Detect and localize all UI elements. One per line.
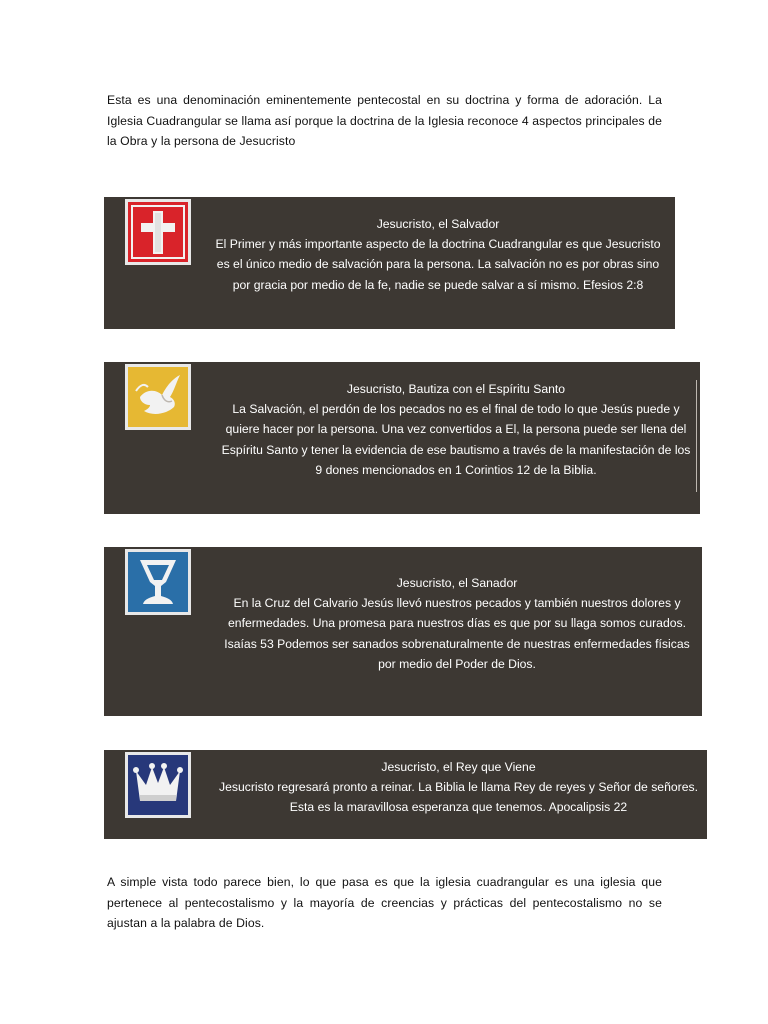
panel-line: La Salvación, el perdón de los pecados no es el final de todo lo que Jesús puede y — [232, 402, 680, 417]
panel-line: Espíritu Santo y tener la evidencia de ese bautismo a través de la manifestación de los — [221, 442, 691, 457]
panel-coming-king — [104, 750, 707, 839]
panel-line: Isaías 53 Podemos ser sanados sobrenaturalmente de nuestras enfermedades físicas — [224, 636, 690, 651]
panel-line: Esta es la maravillosa esperanza que tenemos. Apocalipsis 22 — [289, 800, 628, 815]
panel-title: Jesucristo, el Rey que Viene — [381, 760, 536, 774]
panel-holy-spirit — [104, 362, 700, 514]
closing-paragraph: A simple vista todo parece bien, lo que pasa es que la iglesia cuadrangular es una iglesia que pertenece al pentecostalismo y la mayoría de creencias y prácticas del pentecostalismo no se ajustan a la palabra de Dios. — [107, 875, 662, 930]
panel-title: Jesucristo, Bautiza con el Espíritu Santo — [346, 382, 566, 396]
panel-line: Jesucristo regresará pronto a reinar. La Biblia le llama Rey de reyes y Señor de señores. — [219, 780, 698, 795]
intro-paragraph: Esta es una denominación eminentemente pentecostal en su doctrina y forma de adoración. La Iglesia Cuadrangular se llama así porque la doctrina de la Iglesia reconoce 4 aspectos principales de la Obra y la persona de Jesucristo — [107, 93, 662, 148]
panel-title: Jesucristo, el Sanador — [396, 576, 518, 590]
panel-line: 9 dones mencionados en 1 Corintios 12 de la Biblia. — [315, 462, 597, 477]
panel-line: El Primer y más importante aspecto de la doctrina Cuadrangular es que Jesucristo — [215, 237, 661, 252]
panel-line: quiere hacer por la persona. Una vez convertidos a El, la persona puede ser llena del — [225, 422, 687, 437]
panel-line: por medio del Poder de Dios. — [378, 656, 536, 671]
crown-icon — [125, 752, 191, 818]
dove-icon — [125, 364, 191, 430]
chalice-icon — [125, 549, 191, 615]
panel-savior — [104, 197, 675, 329]
panel-line: es el único medio de salvación para la persona. La salvación no es por obras sino — [216, 257, 660, 272]
panel-healer — [104, 547, 702, 716]
cross-icon — [125, 199, 191, 265]
panel-line: En la Cruz del Calvario Jesús llevó nuestros pecados y también nuestros dolores y — [233, 596, 681, 611]
panel-line: por gracia por medio de la fe, nadie se puede salvar a sí mismo. Efesios 2:8 — [232, 277, 644, 292]
panel-title: Jesucristo, el Salvador — [376, 217, 500, 231]
panel-line: enfermedades. Una promesa para nuestros días es que por su llaga somos curados. — [228, 616, 686, 631]
